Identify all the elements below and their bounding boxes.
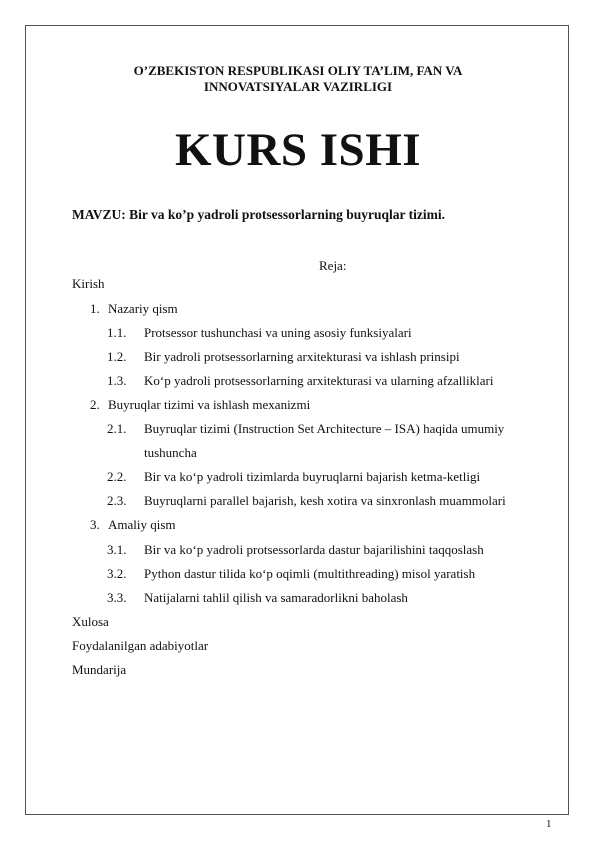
toc-item-2-1 — [0, 421, 596, 439]
toc-section-label: Amaliy qism — [108, 517, 176, 532]
toc-section-label: Nazariy qism — [108, 301, 178, 316]
toc-item-number: 2.1. — [107, 421, 127, 436]
toc-item-1-3 — [0, 373, 596, 391]
toc-section-label: Buyruqlar tizimi va ishlash mexanizmi — [108, 397, 311, 412]
toc-intro: Kirish — [72, 276, 105, 291]
toc-item-number: 3.1. — [107, 542, 127, 557]
toc-item-2-3 — [0, 493, 596, 511]
toc-contents: Mundarija — [72, 662, 127, 677]
toc-item-label: Bir yadroli protsessorlarning arxitekturasi va ishlash prinsipi — [144, 349, 460, 364]
toc-section-number: 2. — [90, 397, 100, 412]
toc-item-label: Protsessor tushunchasi va uning asosiy funksiyalari — [144, 325, 412, 340]
toc-references: Foydalanilgan adabiyotlar — [72, 638, 209, 653]
toc-item-number: 2.2. — [107, 469, 127, 484]
toc-item-1-2 — [0, 349, 596, 367]
toc-item-label-continued: tushuncha — [144, 445, 197, 460]
plan-heading: Reja: — [319, 258, 347, 273]
toc-section-3 — [0, 517, 596, 535]
toc-item-2-1-continued — [0, 445, 596, 463]
topic-line: MAVZU: Bir va ko’p yadroli protsessorlarning buyruqlar tizimi. — [72, 207, 446, 222]
toc-item-number: 1.2. — [107, 349, 127, 364]
toc-section-2 — [0, 397, 596, 415]
toc-item-label: Buyruqlar tizimi (Instruction Set Architecture – ISA) haqida umumiy — [144, 421, 505, 436]
ministry-line-2: INNOVATSIYALAR VAZIRLIGI — [203, 79, 393, 94]
toc-item-label: Natijalarni tahlil qilish va samaradorlikni baholash — [144, 590, 408, 605]
toc-section-number: 3. — [90, 517, 100, 532]
toc-item-label: Ko‘p yadroli protsessorlarning arxitekturasi va ularning afzalliklari — [144, 373, 494, 388]
toc-item-3-2 — [0, 566, 596, 584]
toc-conclusion: Xulosa — [72, 614, 109, 629]
toc-item-number: 1.1. — [107, 325, 127, 340]
document-title: KURS ISHI — [174, 124, 422, 176]
toc-item-1-1 — [0, 325, 596, 343]
toc-item-number: 3.3. — [107, 590, 127, 605]
toc-item-number: 3.2. — [107, 566, 127, 581]
toc-item-label: Bir va ko‘p yadroli tizimlarda buyruqlarni bajarish ketma-ketligi — [144, 469, 481, 484]
page-number: 1 — [546, 818, 552, 830]
toc-item-number: 1.3. — [107, 373, 127, 388]
toc-item-label: Buyruqlarni parallel bajarish, kesh xotira va sinxronlash muammolari — [144, 493, 506, 508]
toc-item-number: 2.3. — [107, 493, 127, 508]
toc-item-2-2 — [0, 469, 596, 487]
toc-item-3-1 — [0, 542, 596, 560]
toc-item-label: Bir va ko‘p yadroli protsessorlarda dastur bajarilishini taqqoslash — [144, 542, 484, 557]
toc-item-3-3 — [0, 590, 596, 608]
toc-item-label: Python dastur tilida ko‘p oqimli (multithreading) misol yaratish — [144, 566, 476, 581]
ministry-line-1: O’ZBEKISTON RESPUBLIKASI OLIY TA’LIM, FAN VA — [133, 63, 463, 78]
toc-section-number: 1. — [90, 301, 100, 316]
toc-section-1 — [0, 301, 596, 319]
